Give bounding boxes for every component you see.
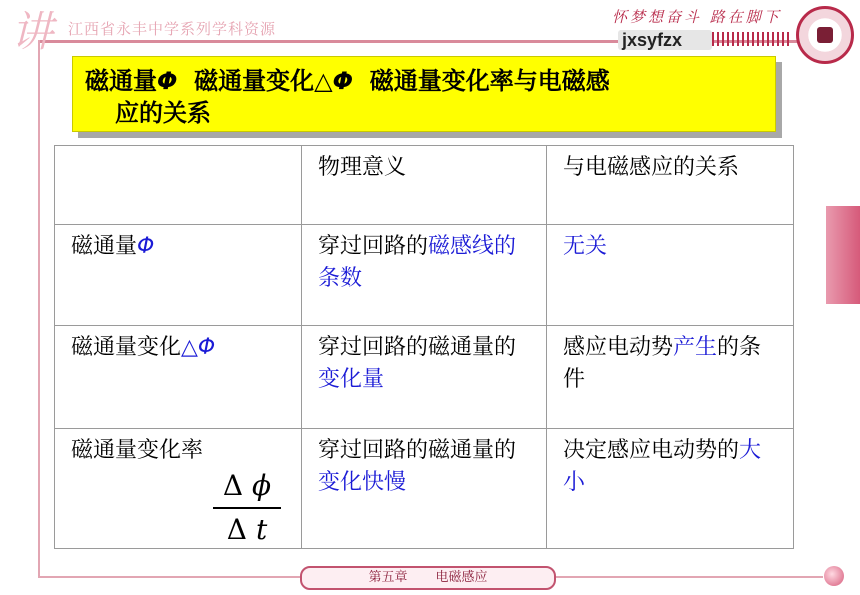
t-variable: t xyxy=(255,513,268,546)
slide-title xyxy=(72,56,776,132)
fraction-denominator xyxy=(213,509,281,547)
meaning-highlight: 变化量 xyxy=(318,367,385,392)
meaning-highlight: 变化快慢 xyxy=(318,470,407,495)
title-line-2: 应的关系 xyxy=(115,99,211,127)
side-tab[interactable] xyxy=(826,206,860,304)
meaning-highlight: 磁感线的条数 xyxy=(318,234,517,291)
row-name-cell xyxy=(55,429,302,549)
row-relation-cell xyxy=(547,225,794,326)
row-meaning-cell xyxy=(302,225,547,326)
row-name-cell xyxy=(55,225,302,326)
site-code: jxsyfzx xyxy=(618,30,712,50)
row-meaning-cell xyxy=(302,429,547,549)
meaning-text: 穿过回路的磁通量的 xyxy=(318,335,517,360)
school-emblem-icon xyxy=(796,6,854,64)
phi-symbol: Φ xyxy=(137,234,155,259)
delta-phi-symbol: △Φ xyxy=(314,67,353,95)
table-header-row xyxy=(55,146,794,225)
phi-variable: ϕ xyxy=(252,469,272,502)
relation-table xyxy=(54,145,794,549)
table-row xyxy=(55,225,794,326)
row-relation-cell xyxy=(547,326,794,429)
header-cell-empty xyxy=(55,146,302,225)
footer-chapter-bar xyxy=(300,566,556,590)
fraction-numerator xyxy=(213,469,281,509)
delta-phi-symbol: △Φ xyxy=(181,335,216,360)
row-name: 磁通量变化 xyxy=(71,335,182,360)
relation-highlight: 大小 xyxy=(563,438,762,495)
delta-symbol: Δ xyxy=(226,513,248,546)
barcode-icon xyxy=(712,32,792,46)
motto-text: 怀梦想奋斗 路在脚下 xyxy=(612,8,782,26)
relation-text: 感应电动势 xyxy=(563,335,674,360)
delta-symbol: Δ xyxy=(222,469,244,502)
footer-topic: 电磁感应 xyxy=(435,570,488,585)
brand-logo-icon: 讲 xyxy=(10,7,53,56)
title-part: 磁通量变化 xyxy=(177,67,315,95)
row-meaning-cell xyxy=(302,326,547,429)
relation-highlight: 产生 xyxy=(673,335,718,360)
table-row xyxy=(55,429,794,549)
school-name: 江西省永丰中学系列学科资源 xyxy=(68,20,277,38)
row-name: 磁通量变化率 xyxy=(71,438,204,463)
relation-tail: 的条件 xyxy=(563,335,762,392)
row-name-cell xyxy=(55,326,302,429)
row-relation-cell xyxy=(547,429,794,549)
rate-fraction xyxy=(213,469,281,547)
title-part: 磁通量变化率与电磁感 xyxy=(352,67,610,95)
title-part: 磁通量 xyxy=(85,67,157,95)
table-row xyxy=(55,326,794,429)
relation-text: 决定感应电动势的 xyxy=(563,438,740,463)
meaning-text: 穿过回路的 xyxy=(318,234,429,259)
nav-dot-button[interactable] xyxy=(824,566,844,586)
frame-left-line xyxy=(38,40,40,578)
meaning-text: 穿过回路的磁通量的 xyxy=(318,438,517,463)
footer-chapter: 第五章 xyxy=(368,570,408,585)
header-cell-relation: 与电磁感应的关系 xyxy=(547,146,794,225)
row-name: 磁通量 xyxy=(71,234,138,259)
phi-symbol: Φ xyxy=(157,67,178,95)
header-cell-meaning: 物理意义 xyxy=(302,146,547,225)
relation-highlight: 无关 xyxy=(563,234,608,259)
